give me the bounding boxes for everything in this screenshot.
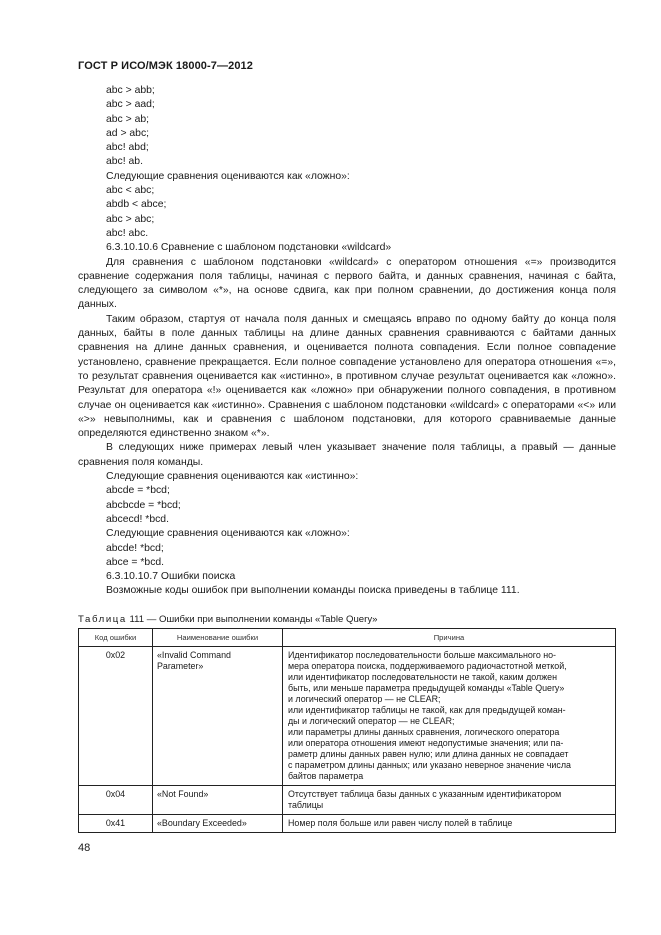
document-header: ГОСТ Р ИСО/МЭК 18000-7—2012: [78, 60, 253, 72]
cause-line: Номер поля больше или равен числу полей в таблице: [288, 818, 513, 828]
cause-line: быть, или меньше параметра предыдущей команды «Table Query»: [288, 683, 565, 693]
example-list-b: [78, 470, 616, 599]
paragraph: В следующих ниже примерах левый член указывает значение поля таблицы, а правый — данные сравнения поля команды.: [78, 442, 616, 468]
cause-line: байтов параметра: [288, 771, 364, 781]
error-name: «Boundary Exceeded»: [153, 815, 283, 833]
error-cause: [283, 647, 616, 786]
cause-line: раметр длины данных равен нулю; или длина данных не совпадает: [288, 749, 569, 759]
cause-line: или параметры длины данных сравнения, логического оператора: [288, 727, 560, 737]
section-heading: 6.3.10.10.7 Ошибки поиска: [106, 571, 236, 583]
page-number: 48: [78, 842, 91, 854]
error-code: 0x04: [79, 786, 153, 815]
example-line: abcde = *bcd;: [106, 485, 170, 497]
example-line: abcecd! *bcd.: [106, 513, 169, 525]
body-text: [78, 84, 616, 599]
example-line: abc < abc;: [106, 185, 155, 197]
error-cause: [283, 815, 616, 833]
example-line: abc > abb;: [106, 85, 155, 96]
example-line: abc > abc;: [106, 213, 155, 225]
example-line: abdb < abce;: [106, 199, 167, 211]
column-header: Причина: [283, 629, 616, 647]
example-list-a: [78, 84, 616, 256]
error-cause: [283, 786, 616, 815]
table-row: [79, 786, 616, 815]
example-line: abc > aad;: [106, 99, 155, 111]
errors-intro: Возможные коды ошибок при выполнении команды поиска приведены в таблице 111.: [106, 585, 520, 597]
cause-line: и логический оператор — не CLEAR;: [288, 694, 441, 704]
error-name: «Invalid Command Parameter»: [153, 647, 283, 786]
table-caption: [78, 614, 377, 625]
table-header-row: [79, 629, 616, 647]
error-name: «Not Found»: [153, 786, 283, 815]
false-intro: Следующие сравнения оцениваются как «ложно»:: [106, 170, 350, 182]
cause-line: с параметром длины данных; или указано неверное значение числа: [288, 760, 571, 770]
cause-line: Идентификатор последовательности больше максимального но-: [288, 650, 557, 660]
true-intro: Следующие сравнения оцениваются как «истинно»:: [106, 471, 359, 483]
column-header: Наименование ошибки: [153, 629, 283, 647]
cause-line: таблицы: [288, 800, 324, 810]
table-row: [79, 647, 616, 786]
paragraph: Таким образом, стартуя от начала поля данных и смещаясь вправо по одному байту до конца поля данных, байты в поле данных таблицы на длине данных сравнения сравниваются с байтами данных сравнения на длине данных сравнения, и оценивается полнота совпадения. Если полное совпадение установлено, сравнение прекращается. Если полное совпадение установлено для оператора отношения «=», то результат сравнения оценивается как «истинно», в противном случае результат оценивается как «ложно». Результат для оператора «!» оценивается как «ложно» при обнаружении полного совпадения, в противном случае он оценивается как «истинно». Сравнения с шаблоном подстановки «wildcard» с операторами «<» или «>» невыполнимы, как и сравнения с шаблоном подстановки, для которого сравниваемые данные определяются единственно знаком «*».: [78, 313, 616, 440]
error-code: 0x41: [79, 815, 153, 833]
example-line: abc! abc.: [106, 227, 149, 239]
errors-table: [78, 628, 616, 833]
cause-line: или оператора отношения имеют недопустимые значения; или па-: [288, 738, 564, 748]
example-line: abcbcde = *bcd;: [106, 499, 181, 511]
table-row: [79, 815, 616, 833]
error-code: 0x02: [79, 647, 153, 786]
paragraphs: [78, 256, 616, 470]
cause-line: ды и логический оператор — не CLEAR;: [288, 716, 455, 726]
table-caption-text: 111 — Ошибки при выполнении команды «Table Query»: [129, 614, 378, 625]
cause-line: или идентификатор таблицы не такой, как для предыдущей коман-: [288, 705, 566, 715]
cause-line: Отсутствует таблица базы данных с указанным идентификатором: [288, 789, 562, 799]
example-line: abc > ab;: [106, 113, 150, 125]
example-line: abcde! *bcd;: [106, 542, 164, 554]
example-line: abc! abd;: [106, 142, 149, 154]
cause-line: мера оператора поиска, поддерживаемого радиочастотной меткой,: [288, 661, 567, 671]
example-line: ad > abc;: [106, 127, 150, 139]
example-line: abc! ab.: [106, 156, 143, 168]
paragraph: Для сравнения с шаблоном подстановки «wildcard» с оператором отношения «=» производится сравнение содержания поля таблицы, начиная с первого байта, и данных сравнения, начиная с байта, следующего за символом «*», на основе сдвига, как при полном сравнении, до достижения конца поля данных.: [78, 256, 616, 311]
column-header: Код ошибки: [79, 629, 153, 647]
section-heading: 6.3.10.10.6 Сравнение с шаблоном подстановки «wildcard»: [106, 242, 392, 254]
false-intro: Следующие сравнения оцениваются как «ложно»:: [106, 528, 350, 540]
example-line: abce = *bcd.: [106, 556, 165, 568]
table-caption-prefix: Таблица: [78, 614, 127, 625]
cause-line: или идентификатор последовательности не такой, каким должен: [288, 672, 557, 682]
